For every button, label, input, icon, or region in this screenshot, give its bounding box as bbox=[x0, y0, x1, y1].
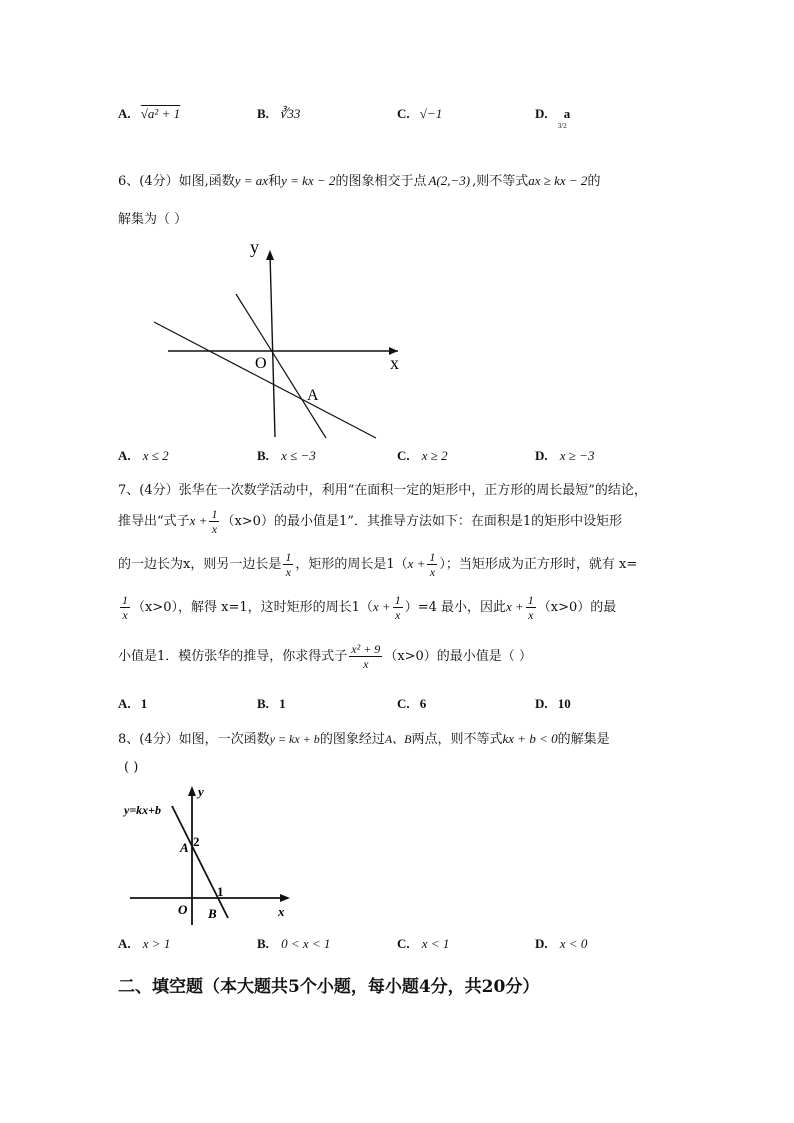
fraction-1-over-x bbox=[427, 550, 437, 579]
y-axis bbox=[270, 254, 275, 437]
option-label: C. bbox=[397, 448, 410, 463]
origin-label: O bbox=[255, 355, 267, 372]
fraction-x2-plus-9-over-x bbox=[349, 642, 382, 671]
q7-text: ）=4 最小，因此 bbox=[404, 600, 506, 615]
q8-option-b bbox=[257, 936, 330, 952]
option-label: B. bbox=[257, 696, 269, 711]
option-expr: ∛33 bbox=[279, 106, 301, 121]
power-expr bbox=[558, 106, 578, 136]
q6-mid: 的图象相交于点 bbox=[335, 174, 427, 189]
option-value: 1 bbox=[279, 696, 286, 711]
q7-text: 推导出“式子 bbox=[118, 514, 190, 529]
option-label: A. bbox=[118, 936, 131, 951]
q8-line2: ( ) bbox=[124, 760, 139, 775]
option-expr: √a² + 1 bbox=[140, 106, 181, 121]
q7-line1: 7、(4分）张华在一次数学活动中，利用“在面积一定的矩形中，正方形的周长最短”的结论， bbox=[118, 483, 647, 498]
option-label: B. bbox=[257, 106, 269, 121]
fraction-1-over-x bbox=[283, 550, 293, 579]
option-label: C. bbox=[397, 696, 410, 711]
q5-option-d bbox=[535, 106, 578, 136]
q7-line4 bbox=[118, 590, 616, 625]
q7-text: （x>0）的最小值是1”．其推导方法如下：在面积是1的矩形中设矩形 bbox=[221, 514, 623, 529]
option-label: D. bbox=[535, 106, 548, 121]
fraction-1-over-x bbox=[209, 507, 219, 536]
q6-point: A(2,−3) bbox=[428, 173, 471, 188]
power-exponent: 3/2 bbox=[557, 122, 567, 130]
q8-text: 两点，则不等式 bbox=[411, 732, 503, 747]
q7-x-plus: x + bbox=[506, 599, 524, 614]
q7-option-c bbox=[397, 696, 426, 712]
q7-option-a bbox=[118, 696, 147, 712]
option-label: D. bbox=[535, 936, 548, 951]
q7-x-plus: x + bbox=[189, 513, 208, 528]
fraction-1-over-x bbox=[526, 593, 536, 622]
x-axis-label: x bbox=[390, 353, 399, 373]
q7-text: ）；当矩形成为正方形时，就有 x= bbox=[439, 557, 638, 572]
option-expr: x ≥ −3 bbox=[559, 448, 595, 463]
q8-ab: A、B bbox=[384, 732, 412, 746]
point-b-label: B bbox=[208, 906, 217, 921]
fraction-denominator: x bbox=[363, 657, 369, 671]
fraction-numerator: 1 bbox=[122, 593, 128, 607]
q7-text: 的一边长为x，则另一边长是 bbox=[118, 557, 282, 572]
q6-de: 的 bbox=[587, 174, 601, 189]
point-a-label: A bbox=[307, 387, 319, 404]
q7-text: 小值是1．模仿张华的推导，你求得式子 bbox=[118, 649, 348, 664]
option-expr: x < 0 bbox=[559, 936, 588, 951]
option-expr: √−1 bbox=[419, 106, 443, 121]
q5-option-c bbox=[397, 106, 442, 122]
option-expr: x < 1 bbox=[421, 936, 450, 951]
fraction-numerator: 1 bbox=[394, 593, 401, 607]
fraction-denominator: x bbox=[528, 608, 534, 622]
q8-text: 的解集是 bbox=[557, 732, 610, 747]
q8-text: 8、(4分）如图，一次函数 bbox=[118, 732, 270, 747]
q7-line2 bbox=[118, 504, 622, 539]
option-label: A. bbox=[118, 448, 131, 463]
point-a-label: A bbox=[180, 840, 189, 855]
line-y-kx-2 bbox=[236, 294, 326, 438]
x-axis-arrow bbox=[280, 894, 290, 902]
q6-option-d bbox=[535, 448, 594, 464]
q7-x-plus: x + bbox=[372, 599, 391, 614]
option-label: D. bbox=[535, 696, 548, 711]
y-axis-arrow bbox=[188, 786, 196, 796]
q5-option-b bbox=[257, 106, 300, 122]
fraction-1-over-x bbox=[393, 593, 403, 622]
option-label: B. bbox=[257, 448, 269, 463]
option-label: D. bbox=[535, 448, 548, 463]
q7-text: （x>0）的最小值是（ ） bbox=[384, 649, 532, 664]
q7-x-plus: x + bbox=[407, 556, 426, 571]
q6-ineq-prefix: ,则不等式 bbox=[472, 174, 529, 189]
q6-f1: y = ax bbox=[234, 173, 269, 188]
option-value: 1 bbox=[140, 696, 148, 711]
fraction-denominator: x bbox=[211, 522, 218, 536]
option-expr: x ≤ −3 bbox=[281, 448, 316, 463]
q6-option-b bbox=[257, 448, 316, 464]
q7-line3 bbox=[118, 547, 637, 582]
q8-option-d bbox=[535, 936, 587, 952]
q5-option-a bbox=[118, 106, 180, 122]
q8-option-c bbox=[397, 936, 449, 952]
y-axis-arrow bbox=[266, 250, 274, 260]
fraction-denominator: x bbox=[395, 608, 401, 622]
option-label: A. bbox=[118, 106, 131, 121]
q6-prefix: 6、(4分）如图,函数 bbox=[118, 174, 235, 189]
option-expr: x ≥ 2 bbox=[421, 448, 448, 463]
q7-text: （x>0），解得 x=1，这时矩形的周长1（ bbox=[132, 600, 373, 615]
q6-graph bbox=[140, 232, 410, 442]
q6-option-a bbox=[118, 448, 169, 464]
origin-label: O bbox=[178, 902, 188, 917]
option-label: C. bbox=[397, 106, 410, 121]
q8-ineq: kx + b < 0 bbox=[502, 731, 558, 746]
q7-option-b bbox=[257, 696, 286, 712]
option-expr: x ≤ 2 bbox=[142, 448, 169, 463]
option-label: A. bbox=[118, 696, 131, 711]
option-label: B. bbox=[257, 936, 269, 951]
y-axis-label: y bbox=[198, 784, 204, 799]
q6-and: 和 bbox=[268, 174, 282, 189]
option-expr: 0 < x < 1 bbox=[281, 936, 331, 951]
q8-option-a bbox=[118, 936, 170, 952]
option-label: C. bbox=[397, 936, 410, 951]
q8-line1 bbox=[118, 728, 610, 747]
q7-option-d bbox=[535, 696, 571, 712]
option-value: 6 bbox=[419, 696, 427, 711]
section-2-title: 二、填空题（本大题共5个小题，每小题4分，共20分） bbox=[118, 977, 540, 997]
option-value: 10 bbox=[557, 696, 571, 711]
option-expr: x > 1 bbox=[142, 936, 171, 951]
fraction-denominator: x bbox=[285, 565, 291, 579]
fraction-numerator: 1 bbox=[211, 507, 218, 521]
q6-stem-line1 bbox=[118, 170, 600, 189]
y-intercept-label: 2 bbox=[193, 834, 200, 849]
q6-ineq: ax ≥ kx − 2 bbox=[528, 173, 588, 188]
q8-f: y = kx + b bbox=[269, 732, 320, 746]
x-intercept-label: 1 bbox=[217, 884, 224, 899]
q7-text: （x>0）的最 bbox=[537, 600, 617, 615]
fraction-numerator: 1 bbox=[285, 550, 292, 564]
q7-text: ，矩形的周长是1（ bbox=[295, 557, 408, 572]
q6-option-c bbox=[397, 448, 448, 464]
y-axis-label: y bbox=[250, 237, 259, 257]
q6-f2: y = kx − 2 bbox=[281, 173, 336, 188]
q8-graph bbox=[120, 780, 300, 930]
q8-text: 的图象经过 bbox=[319, 732, 385, 747]
fraction-numerator: 1 bbox=[527, 593, 534, 607]
x-axis-label: x bbox=[278, 904, 285, 919]
fraction-1-over-x bbox=[120, 593, 130, 622]
q7-line5 bbox=[118, 640, 532, 674]
q6-stem-line2: 解集为（ ） bbox=[118, 212, 188, 227]
line-label: y=kx+b bbox=[124, 803, 162, 817]
fraction-numerator: 1 bbox=[429, 550, 436, 564]
fraction-numerator: x² + 9 bbox=[351, 642, 381, 656]
fraction-denominator: x bbox=[429, 565, 436, 579]
power-base: a bbox=[563, 106, 571, 121]
fraction-denominator: x bbox=[122, 608, 128, 622]
